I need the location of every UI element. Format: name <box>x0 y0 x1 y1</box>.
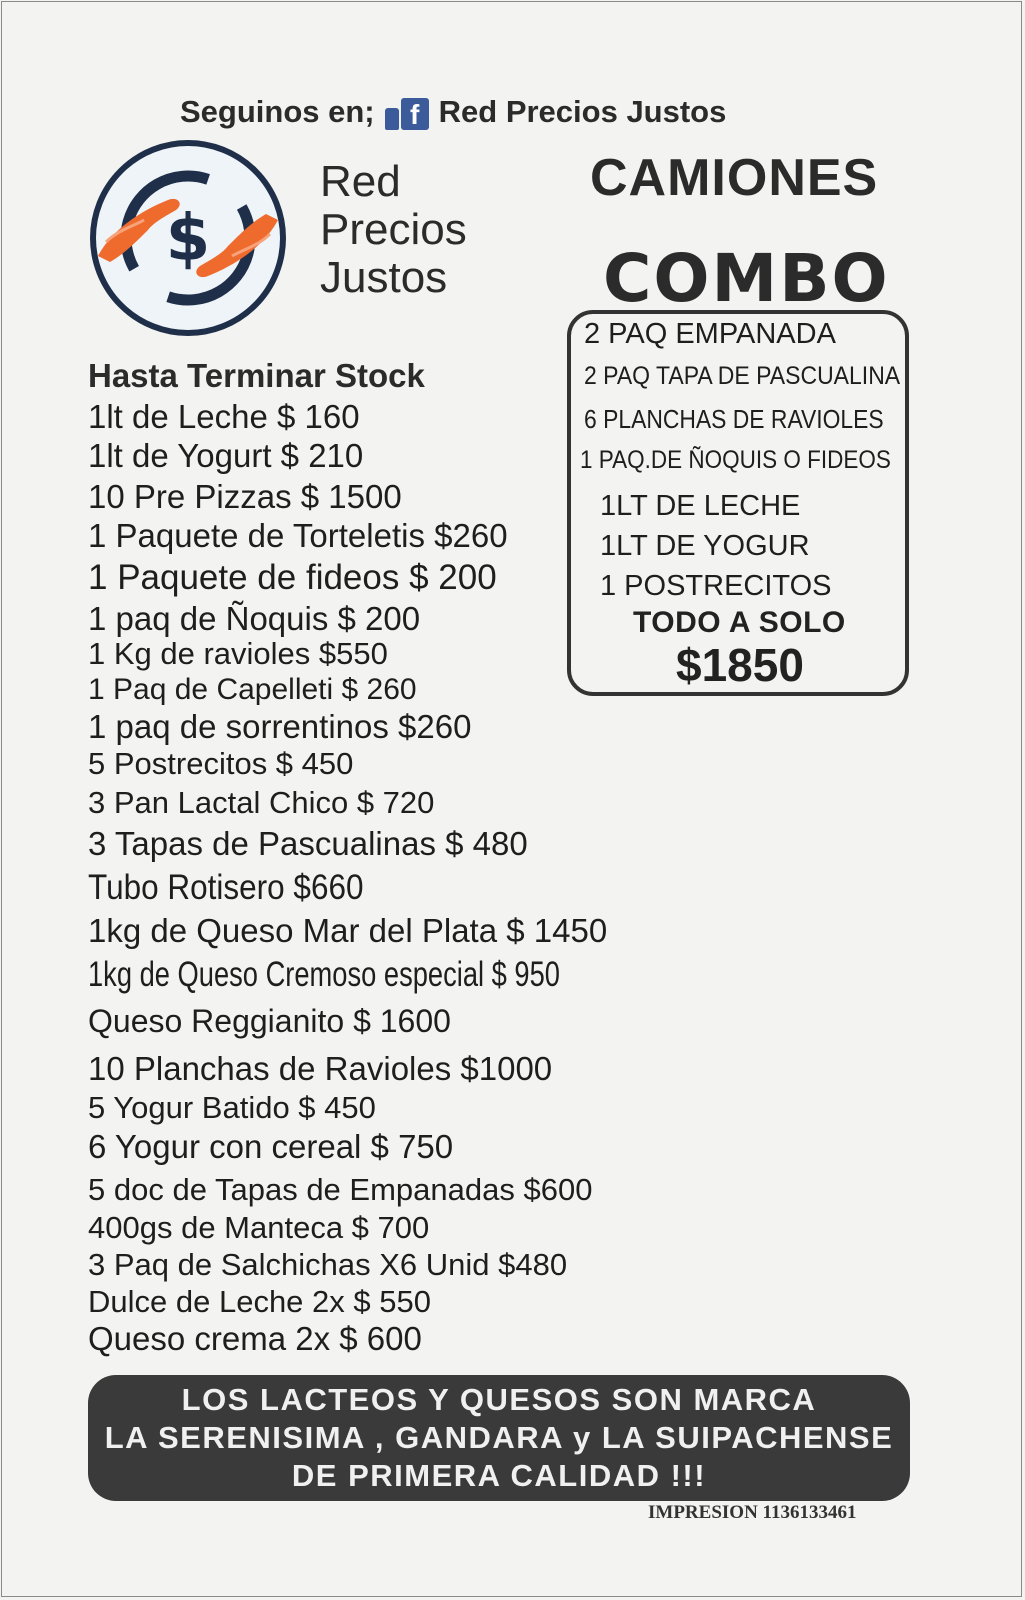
list-item: 1lt de Leche $ 160 <box>88 398 360 435</box>
follow-prefix: Seguinos en; <box>180 94 375 129</box>
stock-title: Hasta Terminar Stock <box>88 357 425 394</box>
combo-price: $1850 <box>676 639 804 691</box>
brand-line-3: Justos <box>320 253 448 302</box>
list-item: 1 Paquete de Torteletis $260 <box>88 517 508 554</box>
list-item: 10 Planchas de Ravioles $1000 <box>88 1050 553 1087</box>
combo-item: 1LT DE LECHE <box>600 490 801 522</box>
combo-item: 6 PLANCHAS DE RAVIOLES <box>584 404 884 434</box>
combo-item: 1 POSTRECITOS <box>600 570 832 602</box>
list-item: 3 Tapas de Pascualinas $ 480 <box>88 825 528 862</box>
list-item: 400gs de Manteca $ 700 <box>88 1210 430 1245</box>
list-item: Queso Reggianito $ 1600 <box>88 1003 451 1039</box>
brand-line-2: Precios <box>320 205 467 254</box>
combo-note: TODO A SOLO <box>633 606 846 639</box>
brand-name <box>320 158 467 302</box>
banner-line-2: LA SERENISIMA , GANDARA y LA SUIPACHENSE <box>104 1420 894 1455</box>
list-item: 1 Paq de Capelleti $ 260 <box>88 673 417 706</box>
combo-item: 2 PAQ EMPANADA <box>584 318 836 350</box>
svg-text:$: $ <box>165 202 211 276</box>
combo-title: COMBO <box>603 240 890 317</box>
list-item: 1 Kg de ravioles $550 <box>88 636 388 671</box>
list-item: Tubo Rotisero $660 <box>88 868 364 907</box>
banner-line-3: DE PRIMERA CALIDAD !!! <box>291 1458 707 1493</box>
list-item: 5 Yogur Batido $ 450 <box>88 1090 376 1125</box>
brands-banner <box>88 1375 910 1501</box>
facebook-like-icon <box>385 94 429 130</box>
follow-line <box>180 94 726 130</box>
banner-line-1: LOS LACTEOS Y QUESOS SON MARCA <box>181 1382 817 1417</box>
list-item: 10 Pre Pizzas $ 1500 <box>88 478 402 515</box>
list-item: 5 doc de Tapas de Empanadas $600 <box>88 1172 593 1207</box>
list-item: 3 Pan Lactal Chico $ 720 <box>88 785 435 820</box>
list-item: 6 Yogur con cereal $ 750 <box>88 1128 454 1165</box>
list-item: 1 paq de sorrentinos $260 <box>88 708 472 745</box>
follow-name: Red Precios Justos <box>438 94 727 129</box>
combo-item: 1 PAQ.DE ÑOQUIS O FIDEOS <box>580 446 891 474</box>
list-item: Dulce de Leche 2x $ 550 <box>88 1284 431 1319</box>
combo-item: 2 PAQ TAPA DE PASCUALINA <box>584 362 901 390</box>
print-credit: IMPRESION 1136133461 <box>648 1502 857 1523</box>
list-item: 3 Paq de Salchichas X6 Unid $480 <box>88 1247 568 1282</box>
list-item: 1 Paquete de fideos $ 200 <box>88 558 497 597</box>
list-item: 1lt de Yogurt $ 210 <box>88 437 364 474</box>
list-item: 1 paq de Ñoquis $ 200 <box>88 600 421 637</box>
brand-line-1: Red <box>320 157 401 206</box>
combo-item: 1LT DE YOGUR <box>600 530 810 562</box>
list-item: 1kg de Queso Cremoso especial $ 950 <box>88 955 560 994</box>
list-item: 5 Postrecitos $ 450 <box>88 746 354 781</box>
list-item: 1kg de Queso Mar del Plata $ 1450 <box>88 912 608 949</box>
dollar-hands-logo <box>88 138 288 338</box>
facebook-letter: f <box>401 98 429 130</box>
list-item: Queso crema 2x $ 600 <box>88 1320 422 1357</box>
camiones-title: CAMIONES <box>590 149 879 207</box>
